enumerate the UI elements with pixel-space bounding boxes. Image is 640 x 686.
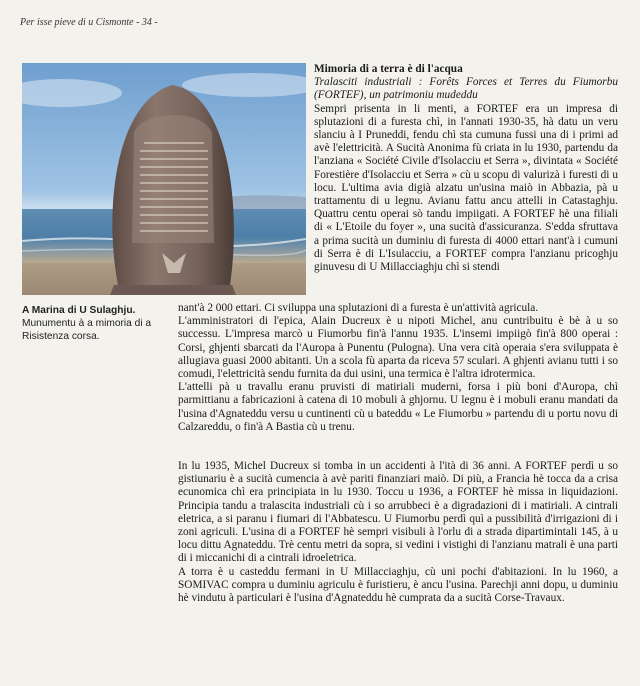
- article-paragraph-5: A torra è u casteddu fermani in U Millacciaghju, cù uni pochi d'abitazioni. In lu 1960, a SOMIVAC compra u duminiu agriculu è furistieru, è ancu l'usina. Parechji anni dopu, u duminiu hè vindutu à particulari è l'usina d'Agnateddu hè cumprata da a sucità Corse-Travaux.: [178, 565, 618, 605]
- article-paragraph-4: In lu 1935, Michel Ducreux si tomba in un accidenti à l'ità di 36 anni. A FORTEF perdì u so gistiunariu è a sucità cumencia à avè pariti finanziari maiò. Di più, a Francia hè tocca da a crisa ecunomica chì era principiata in lu 1930. Toccu u 1936, a FORTEF hè missa in liquidazioni. Principia tandu a tralascita industriali cù i so arrubbeci è a digradazioni di i matiriali. A cintrali eletrica, a si paranu i fiumari di l'Abbatescu. U Fiumorbu perdì quì a pussibilità d'irrigazioni di i zoni agriculi. L'usina di a FORTEF hè sempri visibuli à l'orlu di a strada dipartimintali 145, à u locu dittu Agnateddu. Trè centu metri da sopra, si vedini i vistighi di l'anzianu matrali è una parti di i miccanichi di a cintrali idroeletrica.: [178, 460, 618, 565]
- article-column-top: [314, 63, 618, 274]
- paragraph-gap: [178, 434, 618, 460]
- article-paragraph-2: L'amministratori di l'epica, Alain Ducreux è u nipoti Michel, anu cuntribuitu è bè à u so successu. L'impresa marcò u Fiumorbu fin'à l'annu 1935. L'insemi impiigò fin'à 800 operai : Corsi, ghjenti sbarcati da l'Auropa à Punentu (Pulogna). Una vera cità operaia s'era sviluppata è allugiava guasi 2000 abitanti. Un a scola fù aparta da riceva 57 sculari. A ghjenti avianu tutti i so comudi, l'elettricità sendu furnita da dui usini, una termica è l'altra idrotermica.: [178, 315, 618, 381]
- article-subtitle: Tralasciti industriali : Forêts Forces et Terres du Fiumorbu (FORTEF), un patrimoniu mudeddu: [314, 76, 618, 102]
- memorial-stone-illustration: [22, 63, 306, 295]
- memorial-photo: [22, 63, 306, 295]
- article-paragraph-1-continued: nant'à 2 000 ettari. Ci sviluppa una splutazioni di a furesta è un'attività agricula.: [178, 302, 539, 314]
- article-column-main: [178, 302, 618, 605]
- caption-text: Munumentu à a mimoria di a Risistenza corsa.: [22, 318, 152, 342]
- caption-title: A Marina di U Sulaghju.: [22, 305, 136, 316]
- running-head: Per isse pieve di u Cismonte - 34 -: [20, 17, 158, 28]
- article-paragraph-3: L'attelli pà u travallu eranu pruvisti di matiriali muderni, forsa i più boni d'Auropa, chì parmittianu a fabricazioni à catena di 10 mobuli à ghjornu. U legnu è i mobuli eranu mandati da l'usina d'Agnateddu versu u cuntinenti cù u bateddu « Le Fiumorbu » partendu di u portu novu di Calzareddu, o fin'à A Bastia cù u trenu.: [178, 381, 618, 433]
- article-paragraph-1: Sempri prisenta in li menti, a FORTEF era un impresa di splutazioni di a furesta chì, in l'annati 1930-35, hà datu un veru slanciu à I Pruneddi, fendu chì sta cumuna fussi una di i primi ad avè l'elettricità. A Sucità Anonima fù criata in lu 1930, partendu da l'anziana « Société Civile d'Isolacciu et Serra », divintata « Société Forestière d'Isolacciu et Serra » cù u scopu di valurizà i furesti di u locu. L'ultima avia digià alzatu un'usina maiò in Abbazia, pà u trattamentu di u legnu. Avianu fattu ancu attelli in Catastaghju. Quattru centu operai sò tandu impiigati. A FORTEF hè una filiali di « L'Etoile du foyer », una sucità d'assicuranza. S'edda sfruttava a prima sucità un duminiu di furesta di 4000 ettari nant'à i cumuni di Serra è di L'Isulacciu, a FORTEF compra l'anzianu pricoghju ginuvesu di U Millacciaghju chì si stendi: [314, 102, 618, 274]
- article-heading: Mimoria di a terra è di l'acqua: [314, 63, 463, 75]
- photo-caption: [22, 304, 172, 343]
